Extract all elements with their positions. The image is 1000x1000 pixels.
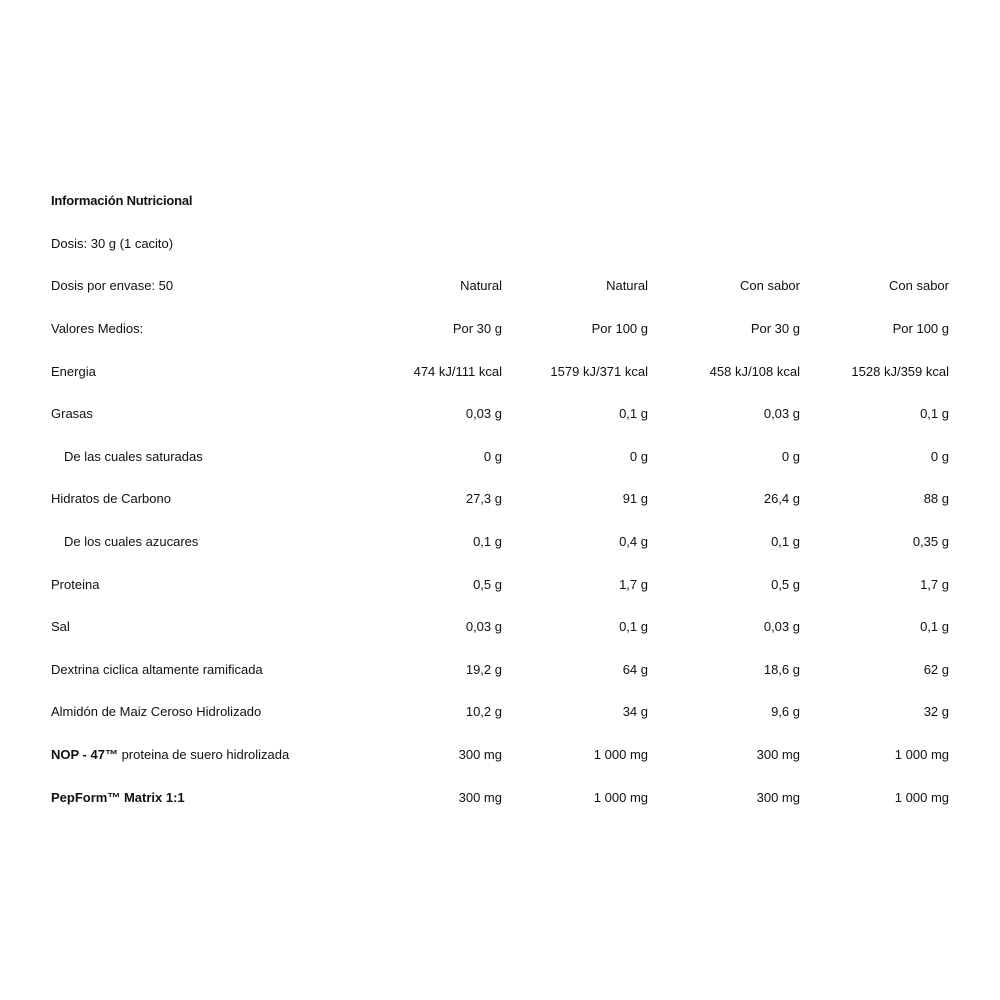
cell-flavored-100g: 88 g bbox=[923, 491, 949, 507]
cell-natural-100g: 0 g bbox=[629, 448, 648, 464]
cell-natural-30g: 474 kJ/111 kcal bbox=[413, 363, 502, 379]
cell-flavored-100g: 62 g bbox=[923, 661, 949, 677]
row-label: Dosis por envase: 50 bbox=[51, 278, 174, 294]
cell-flavored-30g: 18,6 g bbox=[763, 661, 800, 677]
cell-flavored-30g: 0,5 g bbox=[771, 576, 800, 592]
cell-natural-100g: 1579 kJ/371 kcal bbox=[550, 363, 648, 379]
table-title: Información Nutricional bbox=[51, 193, 193, 208]
cell-natural-100g: 0,1 g bbox=[619, 619, 648, 635]
ingredient-brand-name: PepForm™ Matrix 1:1 bbox=[51, 789, 185, 805]
cell-natural-30g: 27,3 g bbox=[465, 491, 502, 507]
table-row bbox=[51, 307, 949, 350]
row-label: De los cuales azucares bbox=[64, 533, 199, 549]
cell-natural-30g: 0,1 g bbox=[473, 533, 502, 549]
table-row bbox=[51, 392, 949, 435]
table-row bbox=[51, 605, 949, 648]
cell-natural-100g: 0,4 g bbox=[619, 533, 648, 549]
cell-natural-30g: 0,03 g bbox=[465, 619, 502, 635]
cell-flavored-100g: 1528 kJ/359 kcal bbox=[851, 363, 949, 379]
cell-natural-30g: Por 30 g bbox=[452, 320, 502, 336]
cell-natural-30g: 300 mg bbox=[458, 746, 502, 762]
ingredient-description: proteina de suero hidrolizada bbox=[117, 746, 290, 762]
table-row bbox=[51, 350, 949, 393]
cell-flavored-100g: Con sabor bbox=[889, 278, 949, 294]
row-label: Energia bbox=[51, 363, 96, 379]
row-label: Almidón de Maiz Ceroso Hidrolizado bbox=[51, 704, 262, 720]
cell-flavored-30g: 0,03 g bbox=[763, 619, 800, 635]
table-row bbox=[51, 435, 949, 478]
cell-flavored-30g: 300 mg bbox=[756, 789, 800, 805]
row-label: Sal bbox=[51, 619, 70, 635]
nutrition-table bbox=[51, 180, 949, 818]
row-label: Valores Medios: bbox=[51, 320, 144, 336]
cell-flavored-30g: 26,4 g bbox=[763, 491, 800, 507]
table-row bbox=[51, 478, 949, 521]
cell-flavored-100g: 0,1 g bbox=[920, 619, 949, 635]
dose-row bbox=[51, 222, 949, 265]
cell-natural-30g: 0,03 g bbox=[465, 406, 502, 422]
cell-natural-100g: 1 000 mg bbox=[593, 746, 648, 762]
cell-natural-100g: 1,7 g bbox=[619, 576, 648, 592]
cell-natural-100g: 91 g bbox=[622, 491, 648, 507]
cell-natural-30g: 19,2 g bbox=[465, 661, 502, 677]
table-row bbox=[51, 691, 949, 734]
cell-natural-30g: 300 mg bbox=[458, 789, 502, 805]
cell-flavored-30g: 0 g bbox=[781, 448, 800, 464]
cell-flavored-30g: 9,6 g bbox=[771, 704, 800, 720]
ingredient-brand-name: NOP - 47™ bbox=[51, 746, 118, 762]
row-label bbox=[51, 747, 391, 762]
cell-flavored-100g: 32 g bbox=[923, 704, 949, 720]
cell-flavored-30g: Por 30 g bbox=[750, 320, 800, 336]
row-label: Grasas bbox=[51, 406, 93, 422]
cell-natural-100g: Por 100 g bbox=[591, 320, 648, 336]
cell-flavored-30g: 458 kJ/108 kcal bbox=[709, 363, 800, 379]
cell-flavored-100g: 0,1 g bbox=[920, 406, 949, 422]
cell-flavored-100g: Por 100 g bbox=[892, 320, 949, 336]
cell-flavored-100g: 1 000 mg bbox=[894, 789, 949, 805]
table-row bbox=[51, 776, 949, 819]
cell-natural-100g: 64 g bbox=[622, 661, 648, 677]
cell-flavored-30g: 0,03 g bbox=[763, 406, 800, 422]
row-label: Hidratos de Carbono bbox=[51, 491, 171, 507]
cell-natural-100g: 1 000 mg bbox=[593, 789, 648, 805]
cell-natural-100g: 34 g bbox=[622, 704, 648, 720]
cell-natural-30g: 0 g bbox=[483, 448, 502, 464]
table-row bbox=[51, 520, 949, 563]
cell-flavored-100g: 1,7 g bbox=[920, 576, 949, 592]
cell-flavored-30g: 0,1 g bbox=[771, 533, 800, 549]
cell-flavored-100g: 0 g bbox=[930, 448, 949, 464]
table-row bbox=[51, 733, 949, 776]
table-row bbox=[51, 563, 949, 606]
dose-label: Dosis: 30 g (1 cacito) bbox=[51, 235, 174, 251]
cell-flavored-100g: 0,35 g bbox=[912, 533, 949, 549]
cell-natural-30g: 0,5 g bbox=[473, 576, 502, 592]
row-label: Proteina bbox=[51, 576, 100, 592]
cell-flavored-30g: 300 mg bbox=[756, 746, 800, 762]
table-row bbox=[51, 648, 949, 691]
cell-natural-30g: 10,2 g bbox=[465, 704, 502, 720]
row-label: Dextrina ciclica altamente ramificada bbox=[51, 661, 263, 677]
cell-flavored-100g: 1 000 mg bbox=[894, 746, 949, 762]
cell-natural-30g: Natural bbox=[460, 278, 502, 294]
table-row bbox=[51, 265, 949, 308]
cell-natural-100g: Natural bbox=[606, 278, 648, 294]
row-label: De las cuales saturadas bbox=[64, 448, 203, 464]
cell-flavored-30g: Con sabor bbox=[740, 278, 800, 294]
row-label bbox=[51, 790, 391, 805]
cell-natural-100g: 0,1 g bbox=[619, 406, 648, 422]
